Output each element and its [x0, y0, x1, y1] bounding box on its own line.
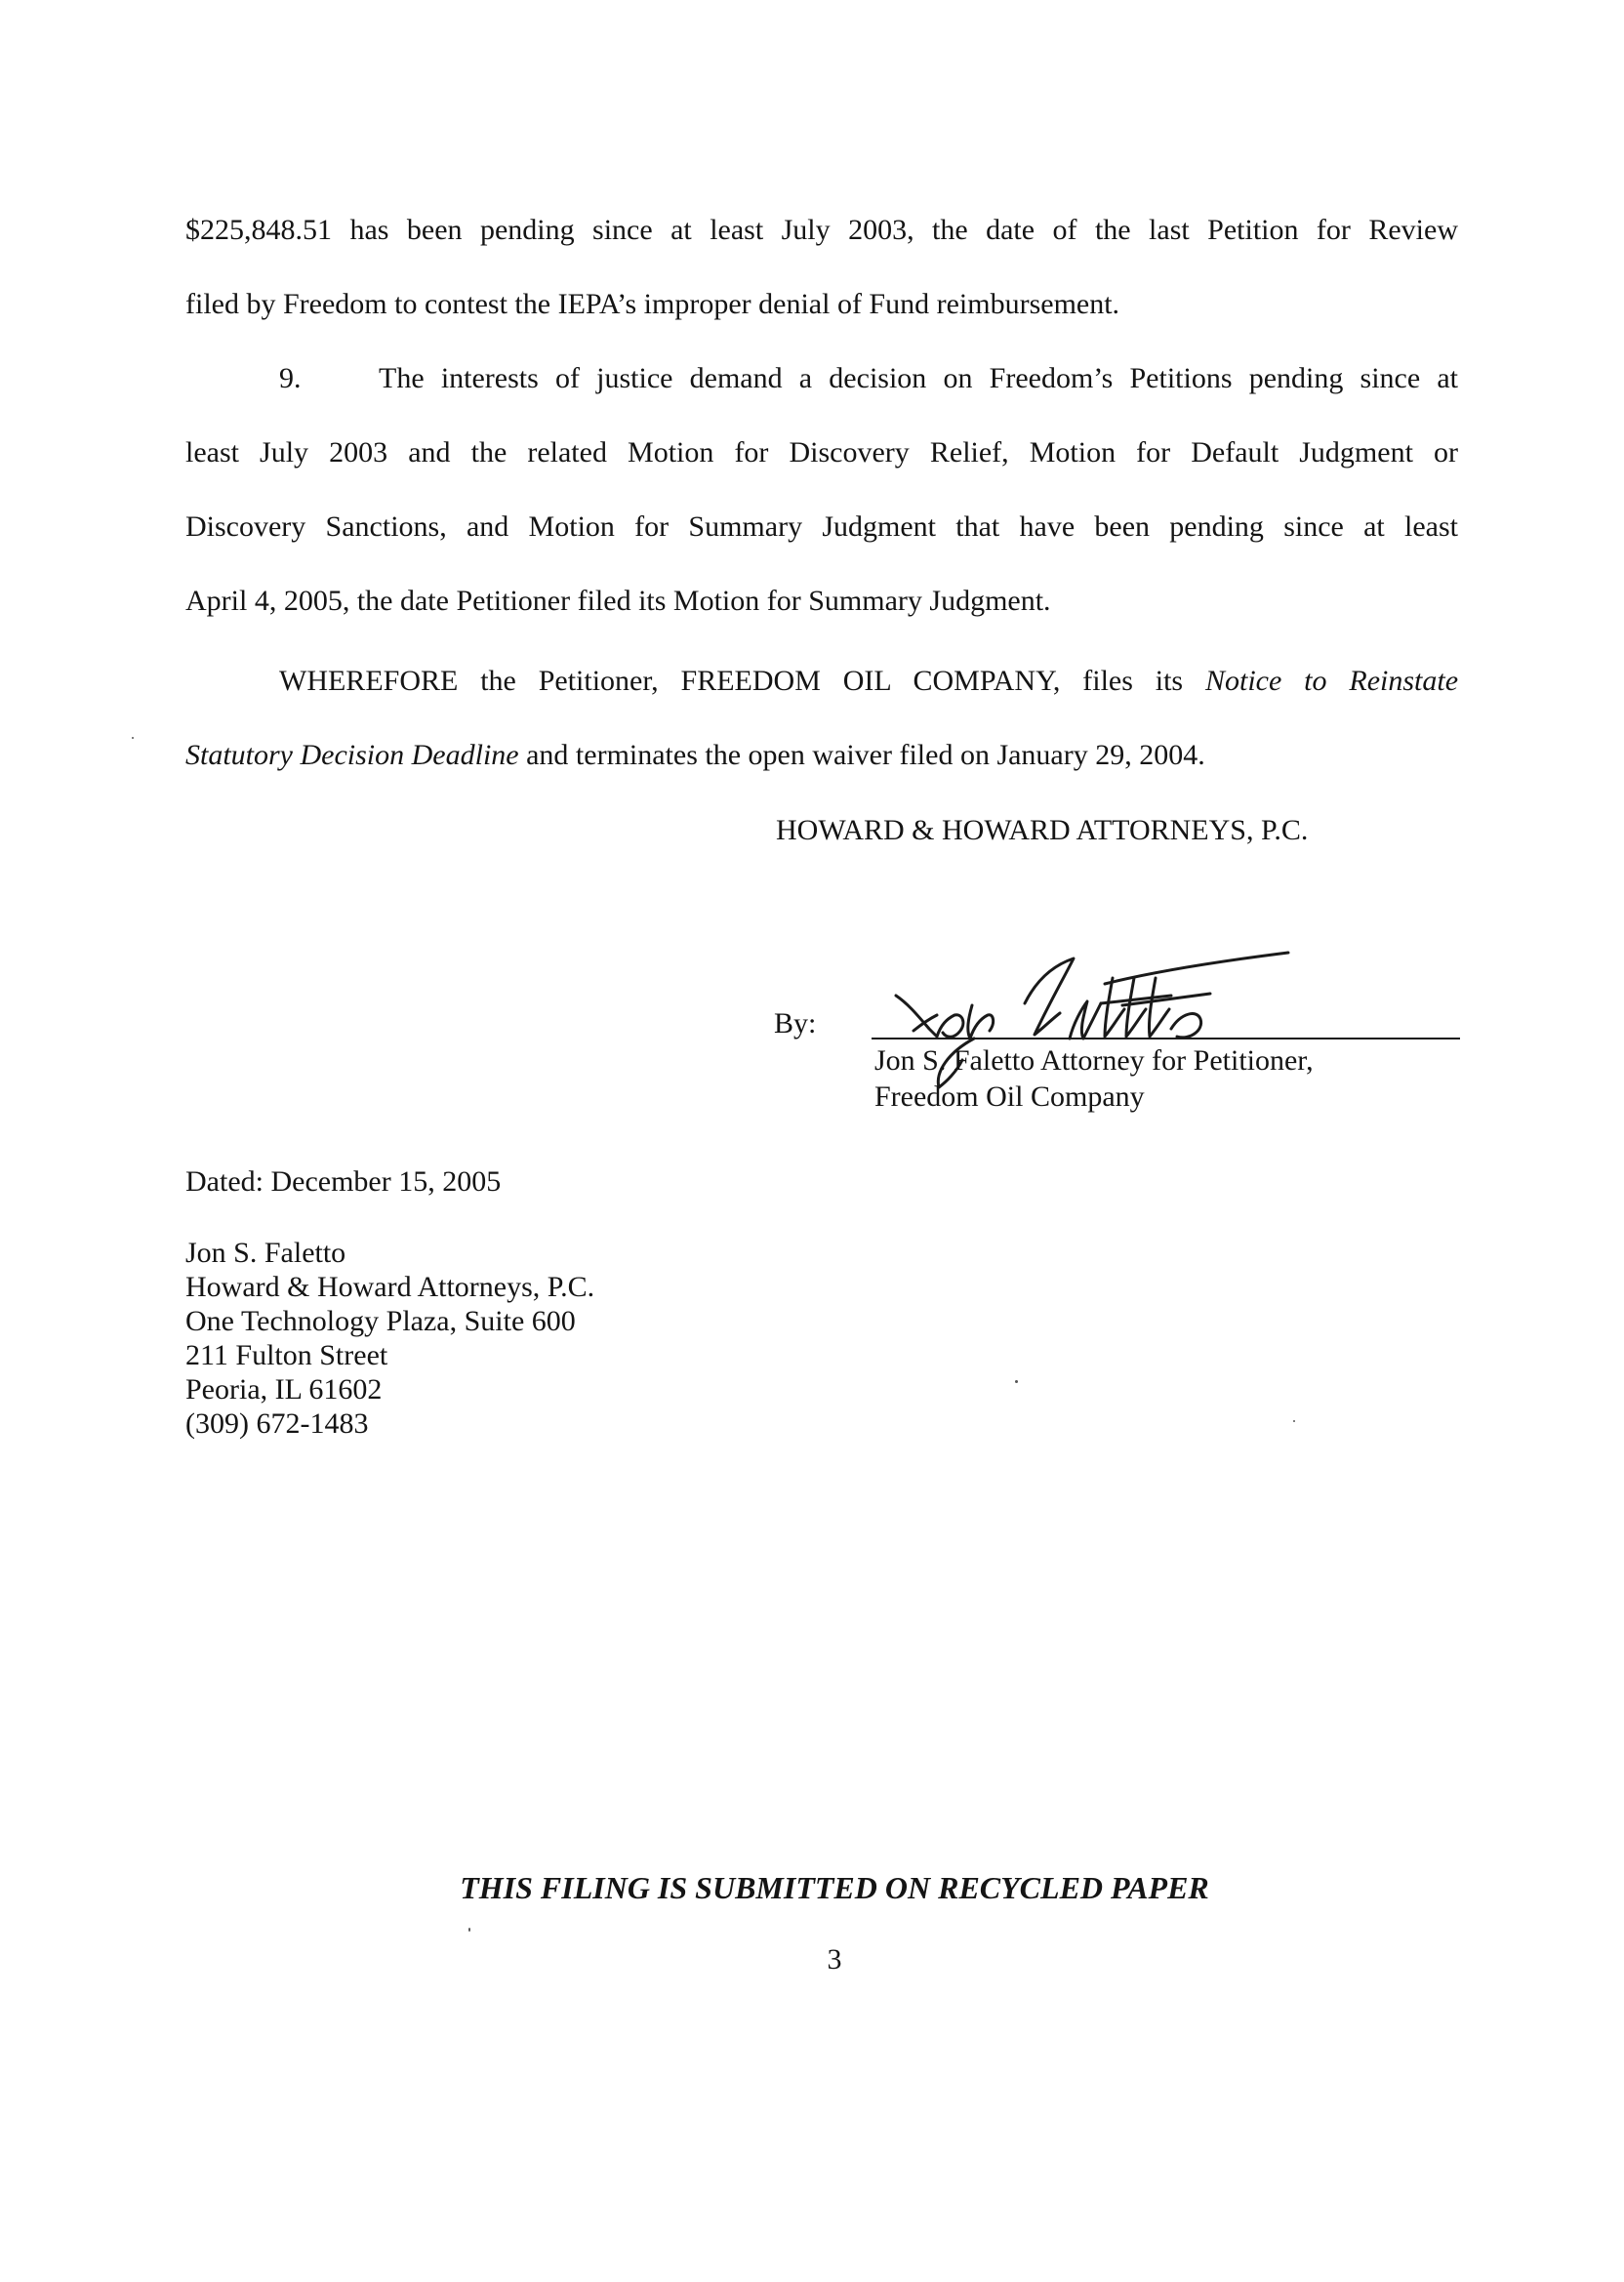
attorney-name: Jon S. Faletto — [185, 1237, 346, 1269]
document-title-italic: Notice to Reinstate — [1205, 665, 1459, 697]
firm-name: HOWARD & HOWARD ATTORNEYS, P.C. — [776, 814, 1309, 846]
document-title-italic: Statutory Decision Deadline — [185, 739, 519, 771]
address-street: 211 Fulton Street — [185, 1339, 388, 1371]
wherefore-second-line — [185, 738, 1458, 773]
signer-client: Freedom Oil Company — [874, 1080, 1145, 1113]
body-line: filed by Freedom to contest the IEPA’s improper denial of Fund reimbursement. — [185, 288, 1120, 320]
body-line: April 4, 2005, the date Petitioner filed its Motion for Summary Judgment. — [185, 585, 1051, 617]
scan-speck — [1015, 1380, 1018, 1383]
attorney-address-block — [185, 1236, 594, 1441]
address-city: Peoria, IL 61602 — [185, 1373, 383, 1406]
scan-speck — [132, 737, 134, 739]
signature-line — [872, 1038, 1460, 1039]
wherefore-line — [279, 664, 1458, 699]
paragraph-number: 9. — [279, 362, 302, 394]
body-line: Discovery Sanctions, and Motion for Summary Judgment that have been pending since at least — [185, 510, 1458, 543]
attorney-firm: Howard & Howard Attorneys, P.C. — [185, 1271, 595, 1303]
body-line: least July 2003 and the related Motion for Discovery Relief, Motion for Default Judgment or — [185, 436, 1458, 469]
body-line: $225,848.51 has been pending since at least July 2003, the date of the last Petition for Review — [185, 214, 1458, 246]
address-building: One Technology Plaza, Suite 600 — [185, 1305, 576, 1337]
page-number: 3 — [827, 1943, 842, 1976]
recycled-paper-footer: THIS FILING IS SUBMITTED ON RECYCLED PAPER — [460, 1870, 1209, 1905]
wherefore-text: and terminates the open waiver filed on January 29, 2004. — [526, 739, 1205, 771]
signer-block — [874, 1042, 1314, 1115]
wherefore-text: WHEREFORE the Petitioner, FREEDOM OIL COMPANY, files its — [279, 665, 1184, 697]
scan-speck — [1293, 1420, 1295, 1422]
signer-title: Jon S. Faletto Attorney for Petitioner, — [874, 1044, 1314, 1077]
scan-speck — [468, 1928, 470, 1932]
date-line: Dated: December 15, 2005 — [185, 1165, 502, 1198]
address-phone: (309) 672-1483 — [185, 1407, 369, 1440]
by-label: By: — [774, 1007, 817, 1039]
body-line: The interests of justice demand a decision on Freedom’s Petitions pending since at — [379, 362, 1458, 394]
